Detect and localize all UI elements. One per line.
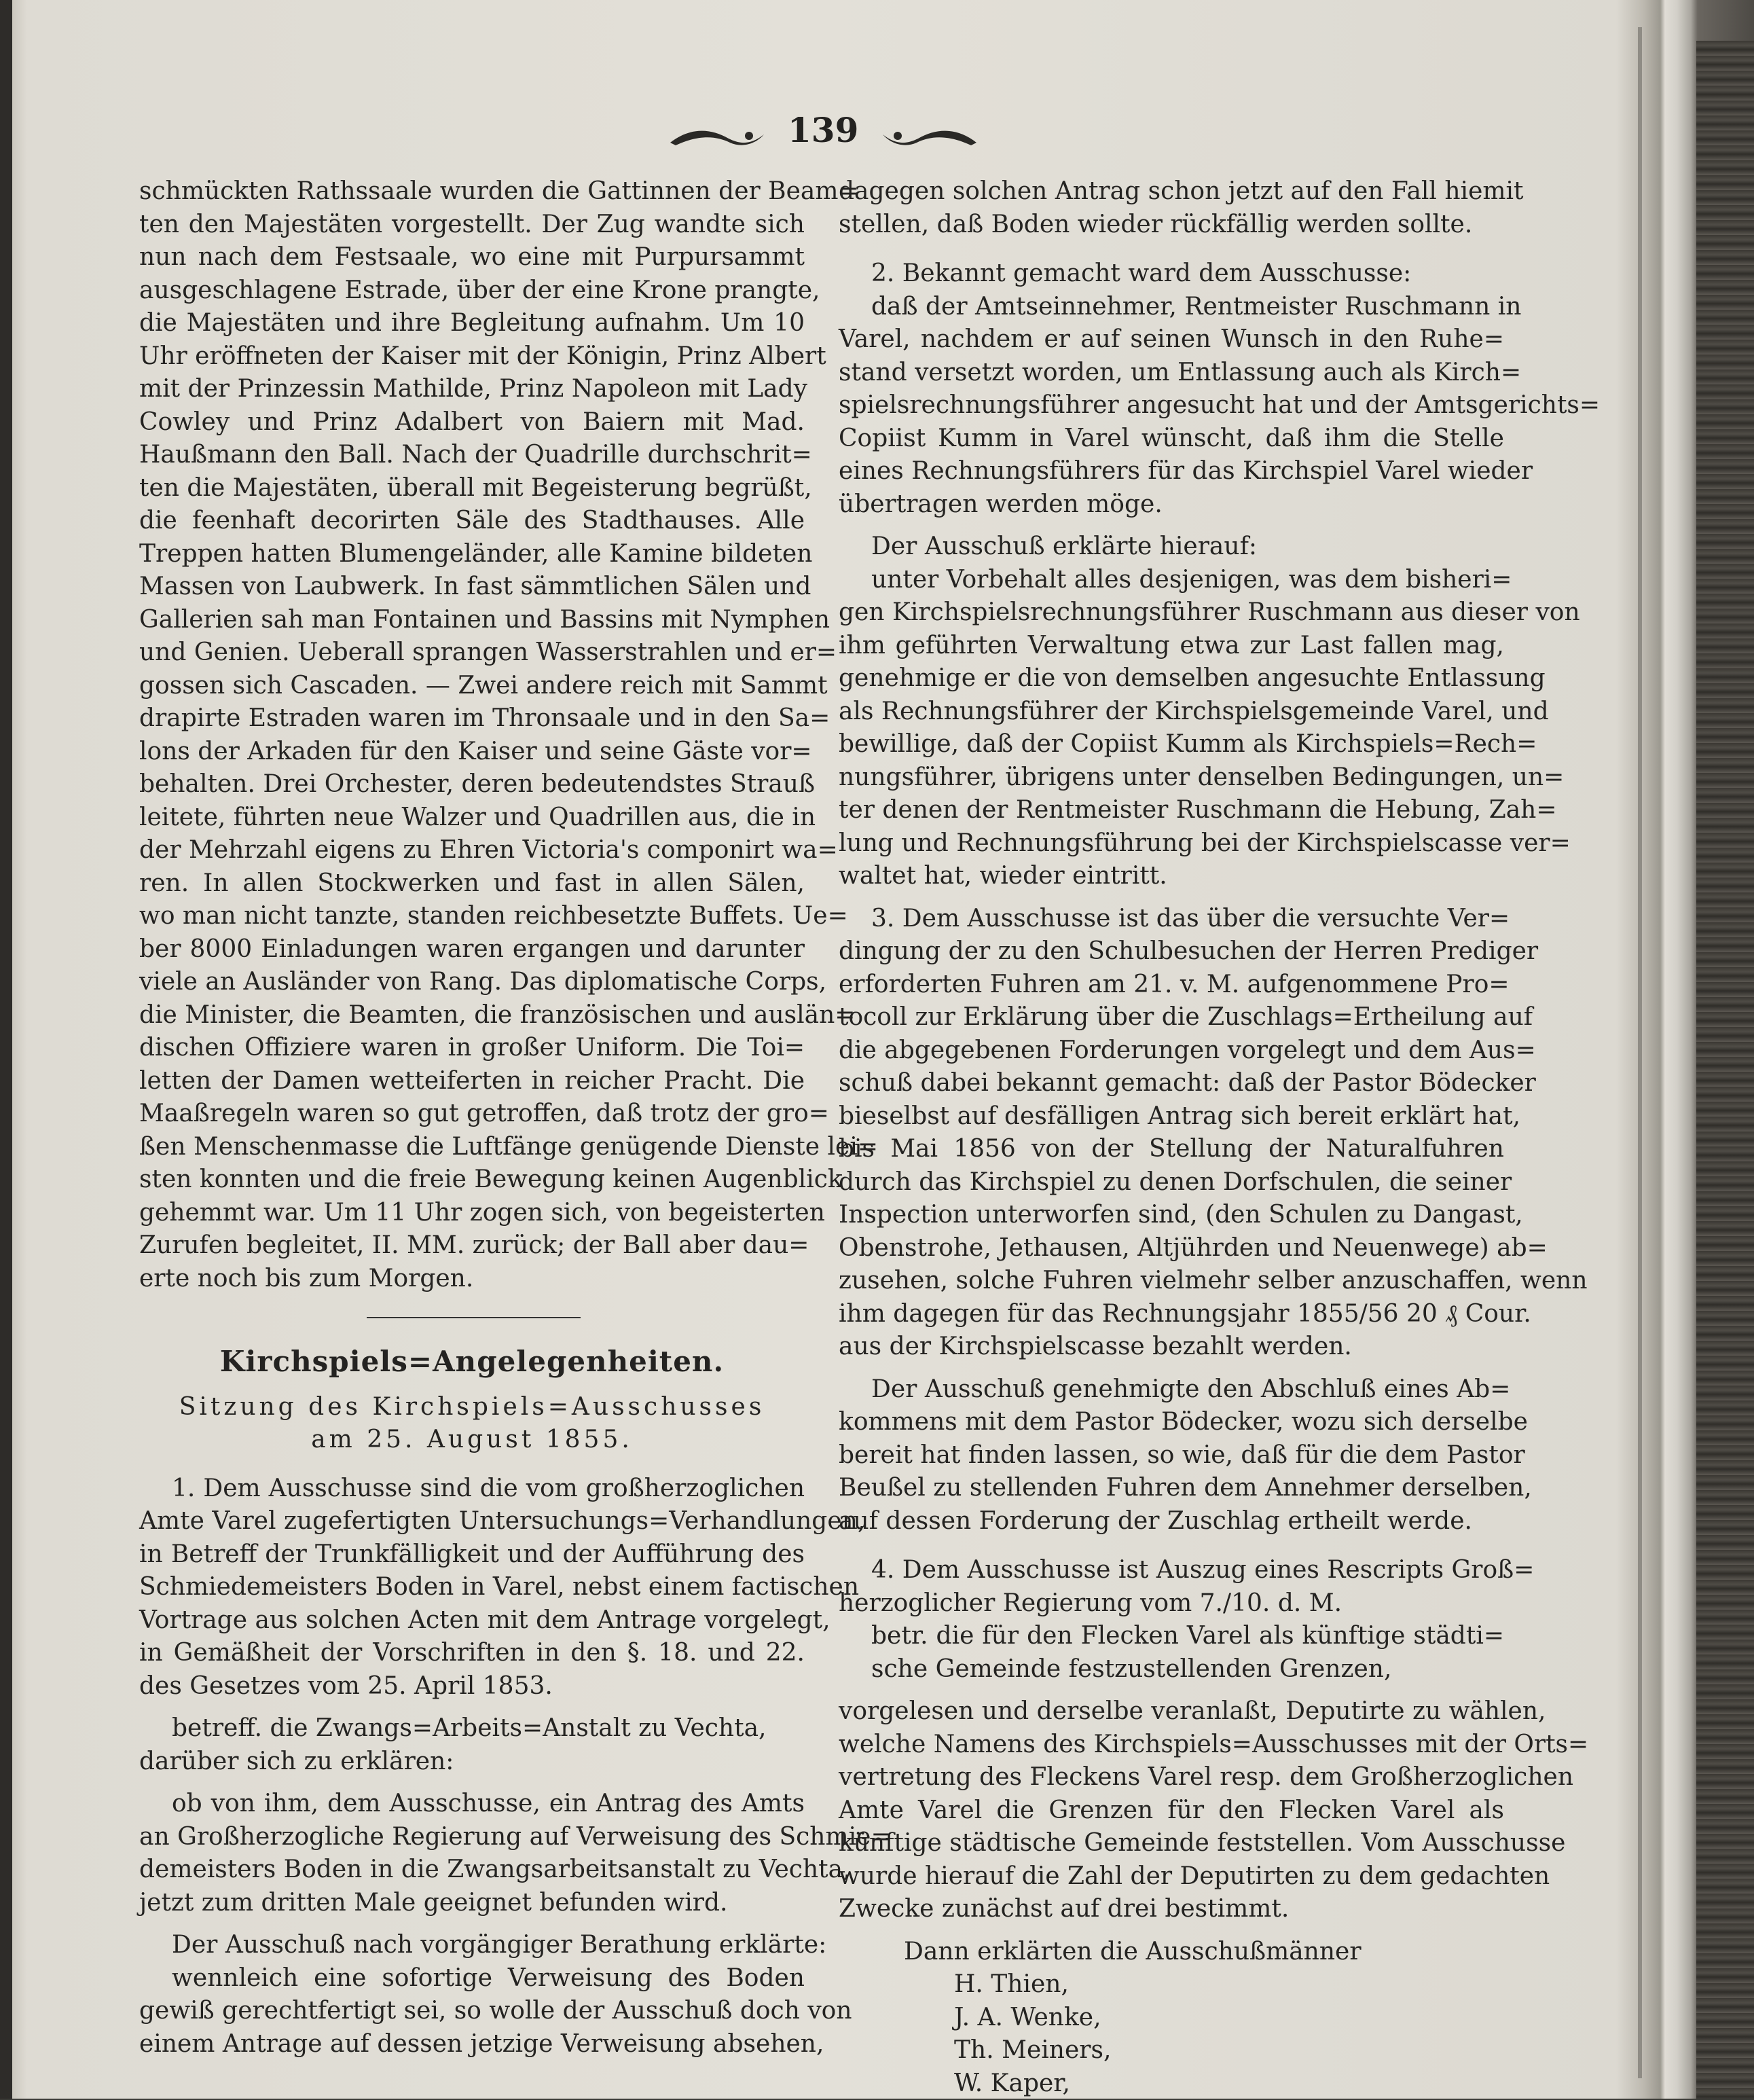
text-line: Haußmann den Ball. Nach der Quadrille durchschrit= [139,439,805,472]
text-line: künftige städtische Gemeinde feststellen. Vom Ausschusse [839,1827,1504,1860]
spacer [839,1686,1504,1695]
text-line: bewillige, daß der Copiist Kumm als Kirchspiels=Rech= [839,728,1504,761]
text-line: die feenhaft decorirten Säle des Stadthauses. Alle [139,505,805,538]
member-name: W. Kaper, [839,2067,1504,2100]
text-line: dingung der zu den Schulbesuchen der Herren Prediger [839,935,1504,968]
spacer [839,1538,1504,1554]
text-line: kommens mit dem Pastor Bödecker, wozu sich derselbe [839,1406,1504,1439]
text-line: erforderten Fuhren am 21. v. M. aufgenommene Pro= [839,968,1504,1002]
text-line: nungsführer, übrigens unter denselben Bedingungen, un= [839,761,1504,795]
text-line: nun nach dem Festsaale, wo eine mit Purpursammt [139,241,805,274]
spacer [139,1778,805,1788]
page-number: 139 [788,110,856,150]
page-header [0,110,1754,164]
text-line: auf dessen Forderung der Zuschlag ertheilt werde. [839,1505,1504,1538]
text-line: lung und Rechnungsführung bei der Kirchspielscasse ver= [839,827,1504,861]
text-line: herzoglicher Regierung vom 7./10. d. M. [839,1587,1504,1621]
text-line: unter Vorbehalt alles desjenigen, was dem bisheri= [839,564,1504,597]
text-line: schmückten Rathssaale wurden die Gattinnen der Beam= [139,175,805,209]
text-line: vertretung des Fleckens Varel resp. dem Großherzoglichen [839,1761,1504,1794]
text-line: ten die Majestäten, überall mit Begeisterung begrüßt, [139,472,805,505]
text-line: gossen sich Cascaden. — Zwei andere reich mit Sammt [139,670,805,703]
text-line: Der Ausschuß genehmigte den Abschluß eines Ab= [839,1373,1504,1407]
text-line: ihm dagegen für das Rechnungsjahr 1855/56 20 ₰ Cour. [839,1298,1504,1331]
page-edge [1638,27,1642,2078]
item-4 [839,1554,1504,2100]
text-line: in Gemäßheit der Vorschriften in den §. 18. und 22. [139,1637,805,1670]
text-line: Amte Varel zugefertigten Untersuchungs=Verhandlungen, [139,1505,805,1538]
right-ornament-icon [876,122,978,152]
text-line: ren. In allen Stockwerken und fast in allen Sälen, [139,867,805,901]
text-line: aus der Kirchspielscasse bezahlt werden. [839,1330,1504,1364]
left-ornament-icon [669,122,771,152]
text-line: Amte Varel die Grenzen für den Flecken Varel als [839,1794,1504,1828]
text-line: durch das Kirchspiel zu denen Dorfschulen, die seiner [839,1166,1504,1199]
text-line: drapirte Estraden waren im Thronsaale und in den Sa= [139,702,805,736]
text-line: wennleich eine sofortige Verweisung des Boden [139,1962,805,1995]
left-column [139,175,805,2061]
spacer [839,241,1504,257]
text-line: Gallerien sah man Fontainen und Bassins mit Nymphen [139,604,805,637]
book-spine [1696,41,1754,2099]
spacer [139,1919,805,1929]
item-1 [139,1472,805,2061]
text-line: Schmiedemeisters Boden in Varel, nebst einem factischen [139,1571,805,1604]
text-line: ihm geführten Verwaltung etwa zur Last fallen mag, [839,630,1504,663]
text-line: erte noch bis zum Morgen. [139,1263,805,1296]
text-line: sche Gemeinde festzustellenden Grenzen, [839,1653,1504,1686]
text-line: und Genien. Ueberall sprangen Wasserstrahlen und er= [139,636,805,670]
text-line: stellen, daß Boden wieder rückfällig werden sollte. [839,209,1504,242]
item-3 [839,903,1504,1538]
text-line: ter denen der Rentmeister Ruschmann die Hebung, Zah= [839,794,1504,827]
text-line: jetzt zum dritten Male geeignet befunden wird. [139,1887,805,1920]
text-line: Beußel zu stellenden Fuhren dem Annehmer derselben, [839,1472,1504,1505]
text-line: gehemmt war. Um 11 Uhr zogen sich, von begeisterten [139,1197,805,1230]
text-line: Dann erklärten die Ausschußmänner [839,1936,1504,1969]
text-line: Uhr eröffneten der Kaiser mit der Königin, Prinz Albert [139,340,805,374]
text-line: Der Ausschuß erklärte hierauf: [839,530,1504,564]
text-line: betr. die für den Flecken Varel als künftige städti= [839,1620,1504,1653]
text-line: Copiist Kumm in Varel wünscht, daß ihm die Stelle [839,422,1504,456]
text-line: in Betreff der Trunkfälligkeit und der Aufführung des [139,1538,805,1572]
text-line: ob von ihm, dem Ausschusse, ein Antrag des Amts [139,1788,805,1821]
text-line: mit der Prinzessin Mathilde, Prinz Napoleon mit Lady [139,373,805,406]
text-line: betreff. die Zwangs=Arbeits=Anstalt zu Vechta, [139,1712,805,1745]
text-line: Vortrage aus solchen Acten mit dem Antrage vorgelegt, [139,1604,805,1637]
spacer [139,1703,805,1712]
text-line: Massen von Laubwerk. In fast sämmtlichen Sälen und [139,571,805,604]
text-line: 3. Dem Ausschusse ist das über die versuchte Ver= [839,903,1504,936]
text-line: spielsrechnungsführer angesucht hat und der Amtsgerichts= [839,389,1504,422]
text-line: bis Mai 1856 von der Stellung der Naturalfuhren [839,1133,1504,1166]
text-line: als Rechnungsführer der Kirchspielsgemeinde Varel, und [839,695,1504,729]
text-line: bieselbst auf desfälligen Antrag sich bereit erklärt hat, [839,1100,1504,1134]
text-line: ßen Menschenmasse die Luftfänge genügende Dienste lei= [139,1131,805,1164]
text-line: die abgegebenen Forderungen vorgelegt und dem Aus= [839,1034,1504,1068]
section-heading: Kirchspiels=Angelegenheiten. [139,1345,805,1379]
text-line: eines Rechnungsführers für das Kirchspiel Varel wieder [839,455,1504,488]
spacer [839,521,1504,530]
text-line: 2. Bekannt gemacht ward dem Ausschusse: [839,257,1504,291]
text-line: schuß dabei bekannt gemacht: daß der Pastor Bödecker [839,1067,1504,1100]
text-line: letten der Damen wetteiferten in reicher Pracht. Die [139,1065,805,1098]
text-line: waltet hat, wieder eintritt. [839,860,1504,893]
member-name: Th. Meiners, [839,2034,1504,2067]
text-line: einem Antrage auf dessen jetzige Verweisung absehen, [139,2028,805,2061]
spacer [839,1926,1504,1936]
text-line: dagegen solchen Antrag schon jetzt auf den Fall hiemit [839,175,1504,209]
text-line: viele an Ausländer von Rang. Das diplomatische Corps, [139,966,805,999]
text-line: lons der Arkaden für den Kaiser und seine Gäste vor= [139,736,805,769]
session-date: am 25. August 1855. [139,1424,805,1456]
text-line: Obenstrohe, Jethausen, Altjührden und Neuenwege) ab= [839,1232,1504,1265]
text-line: dischen Offiziere waren in großer Uniform. Die Toi= [139,1032,805,1065]
text-line: der Mehrzahl eigens zu Ehren Victoria's componirt wa= [139,834,805,867]
section-divider [367,1317,581,1318]
text-line: ber 8000 Einladungen waren ergangen und darunter [139,933,805,966]
text-line: welche Namens des Kirchspiels=Ausschusses mit der Orts= [839,1728,1504,1762]
text-line: Zwecke zunächst auf drei bestimmt. [839,1893,1504,1926]
text-line: vorgelesen und derselbe veranlaßt, Deputirte zu wählen, [839,1695,1504,1728]
text-line: 1. Dem Ausschusse sind die vom großherzoglichen [139,1472,805,1506]
text-line: Der Ausschuß nach vorgängiger Berathung erklärte: [139,1929,805,1962]
text-line: genehmige er die von demselben angesuchte Entlassung [839,662,1504,695]
text-line: zusehen, solche Fuhren vielmehr selber anzuschaffen, wenn [839,1265,1504,1298]
text-line: des Gesetzes vom 25. April 1853. [139,1670,805,1703]
text-line: leitete, führten neue Walzer und Quadrillen aus, die in [139,801,805,835]
text-line: gen Kirchspielsrechnungsführer Ruschmann aus dieser von [839,596,1504,630]
text-line: Cowley und Prinz Adalbert von Baiern mit Mad. [139,406,805,439]
member-name: J. A. Wenke, [839,2002,1504,2035]
text-line: ten den Majestäten vorgestellt. Der Zug wandte sich [139,209,805,242]
text-line: wo man nicht tanzte, standen reichbesetzte Buffets. Ue= [139,900,805,933]
item-2 [839,257,1504,893]
text-line: Treppen hatten Blumengeländer, alle Kamine bildeten [139,538,805,571]
text-line: sten konnten und die freie Bewegung keinen Augenblick [139,1163,805,1197]
text-line: Maaßregeln waren so gut getroffen, daß trotz der gro= [139,1098,805,1131]
text-line: Zurufen begleitet, II. MM. zurück; der Ball aber dau= [139,1229,805,1263]
text-line: Inspection unterworfen sind, (den Schulen zu Dangast, [839,1199,1504,1232]
book-gutter [0,0,12,2099]
text-line: die Minister, die Beamten, die französischen und auslän= [139,999,805,1032]
text-line: daß der Amtseinnehmer, Rentmeister Ruschmann in [839,291,1504,324]
spacer [839,893,1504,903]
text-line: stand versetzt worden, um Entlassung auch als Kirch= [839,357,1504,390]
text-line: darüber sich zu erklären: [139,1745,805,1779]
session-title: Sitzung des Kirchspiels=Ausschusses [139,1391,805,1424]
text-line: an Großherzogliche Regierung auf Verweisung des Schmie= [139,1821,805,1854]
member-name: H. Thien, [839,1968,1504,2002]
text-line: Varel, nachdem er auf seinen Wunsch in den Ruhe= [839,323,1504,357]
text-line: demeisters Boden in die Zwangsarbeitsanstalt zu Vechta, [139,1853,805,1887]
spacer [139,1456,805,1472]
text-line: gewiß gerechtfertigt sei, so wolle der Ausschuß doch von [139,1995,805,2028]
right-column [839,175,1504,2100]
text-line: behalten. Drei Orchester, deren bedeutendstes Strauß [139,768,805,801]
text-line: tocoll zur Erklärung über die Zuschlags=Ertheilung auf [839,1001,1504,1034]
text-line: übertragen werden möge. [839,488,1504,522]
ball-report [139,175,805,1295]
text-line: 4. Dem Ausschusse ist Auszug eines Rescripts Groß= [839,1554,1504,1587]
text-line: bereit hat finden lassen, so wie, daß für die dem Pastor [839,1439,1504,1472]
spacer [839,1364,1504,1373]
text-line: wurde hierauf die Zahl der Deputirten zu dem gedachten [839,1860,1504,1894]
text-line: ausgeschlagene Estrade, über der eine Krone prangte, [139,274,805,308]
text-line: die Majestäten und ihre Begleitung aufnahm. Um 10 [139,307,805,340]
